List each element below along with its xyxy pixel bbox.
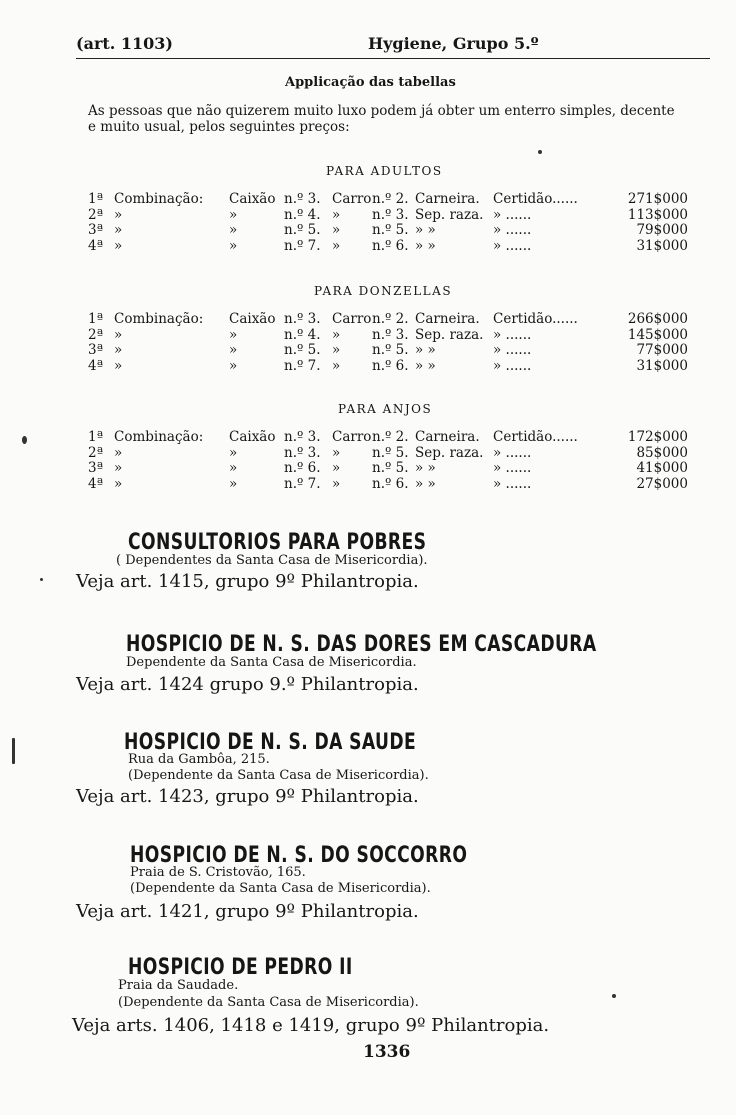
entry-line: (Dependente da Santa Casa de Misericordia). (128, 768, 429, 783)
cell: » (332, 222, 341, 238)
entry-line: (Dependente da Santa Casa de Misericordia). (130, 881, 431, 896)
cell: » (114, 326, 123, 343)
price-cell: 113$000 (627, 206, 688, 223)
entry-title: HOSPICIO DE N. S. DAS DORES EM CASCADURA (126, 632, 597, 657)
cell: » (229, 460, 238, 476)
price-cell: 85$000 (636, 444, 688, 461)
entry-line: Dependente da Santa Casa de Misericordia. (126, 655, 417, 670)
cell: Carro (332, 429, 372, 445)
table-row (88, 359, 688, 375)
cell: n.º 5. (284, 222, 321, 238)
cell: Sep. raza. (415, 326, 484, 343)
row-label: 4ª (88, 475, 104, 492)
price-cell: 77$000 (636, 342, 688, 358)
entry-line: Praia da Saudade. (118, 978, 239, 993)
cell: Certidão...... (493, 429, 578, 445)
cell: » (114, 342, 123, 358)
entry-reference: Veja art. 1415, grupo 9º Philantropia. (76, 571, 419, 592)
row-label: 1ª (88, 429, 104, 445)
table-row (88, 430, 688, 446)
cell: » (332, 357, 341, 374)
row-label: 4ª (88, 237, 104, 254)
cell: Sep. raza. (415, 206, 484, 223)
running-header-left: (art. 1103) (76, 34, 173, 53)
cell: Carro (332, 191, 372, 207)
price-cell: 27$000 (636, 475, 688, 492)
entry-title: HOSPICIO DE PEDRO II (128, 955, 353, 980)
price-table-anjos (88, 430, 688, 492)
cell: n.º 2. (372, 191, 409, 207)
cell: Caixão (229, 191, 276, 207)
cell: Sep. raza. (415, 444, 484, 461)
cell: Carneira. (415, 311, 480, 327)
cell: n.º 3. (284, 429, 321, 445)
cell: » (114, 475, 123, 492)
row-label: 1ª (88, 191, 104, 207)
entry-line: (Dependente da Santa Casa de Misericordia). (118, 995, 419, 1010)
cell: » (332, 342, 341, 358)
cell: » ...... (493, 444, 532, 461)
cell: Carneira. (415, 429, 480, 445)
row-label: 3ª (88, 342, 104, 358)
intro-line-2: e muito usual, pelos seguintes preços: (88, 119, 350, 135)
cell: n.º 6. (284, 460, 321, 476)
entry-title: CONSULTORIOS PARA POBRES (128, 530, 427, 555)
cell: » (332, 326, 341, 343)
cell: Caixão (229, 429, 276, 445)
entry-title: HOSPICIO DE N. S. DO SOCCORRO (130, 843, 468, 868)
cell: » (114, 222, 123, 238)
cell: » (229, 357, 238, 374)
page-number: 1336 (363, 1042, 411, 1062)
table-caption: PARA ANJOS (338, 402, 433, 416)
cell: n.º 2. (372, 311, 409, 327)
table-row (88, 343, 688, 359)
cell: » » (415, 460, 436, 476)
cell: » ...... (493, 460, 532, 476)
cell: » (332, 237, 341, 254)
cell: n.º 6. (372, 357, 409, 374)
cell: n.º 3. (372, 206, 409, 223)
table-row (88, 192, 688, 208)
table-row (88, 477, 688, 493)
cell: » » (415, 475, 436, 492)
scan-speck (612, 994, 616, 998)
cell: » ...... (493, 475, 532, 492)
table-row (88, 223, 688, 239)
cell: » (114, 357, 123, 374)
price-cell: 79$000 (636, 222, 688, 238)
table-caption: PARA DONZELLAS (314, 284, 453, 298)
price-cell: 31$000 (636, 237, 688, 254)
cell: » ...... (493, 326, 532, 343)
row-label: 2ª (88, 444, 104, 461)
row-label: 3ª (88, 222, 104, 238)
section-title: Applicação das tabellas (285, 75, 456, 90)
row-label: 2ª (88, 326, 104, 343)
intro-line-1: As pessoas que não quizerem muito luxo podem já obter um enterro simples, decente (88, 103, 675, 119)
table-row (88, 461, 688, 477)
cell: Carro (332, 311, 372, 327)
cell: n.º 5. (372, 222, 409, 238)
cell: » ...... (493, 342, 532, 358)
entry-reference: Veja arts. 1406, 1418 e 1419, grupo 9º Philantropia. (72, 1015, 550, 1036)
cell: » ...... (493, 237, 532, 254)
cell: Carneira. (415, 191, 480, 207)
table-row (88, 328, 688, 344)
cell: n.º 4. (284, 206, 321, 223)
cell: Combinação: (114, 429, 204, 445)
entry-reference: Veja art. 1423, grupo 9º Philantropia. (76, 786, 419, 807)
cell: n.º 5. (372, 444, 409, 461)
price-cell: 266$000 (627, 311, 688, 327)
row-label: 4ª (88, 357, 104, 374)
cell: » (114, 237, 123, 254)
cell: » (229, 237, 238, 254)
cell: n.º 5. (372, 460, 409, 476)
cell: » ...... (493, 206, 532, 223)
entry-line: Praia de S. Cristovão, 165. (130, 865, 306, 880)
cell: n.º 4. (284, 326, 321, 343)
table-row (88, 208, 688, 224)
cell: n.º 7. (284, 237, 321, 254)
scan-speck (538, 150, 542, 154)
cell: » (114, 206, 123, 223)
entry-line: ( Dependentes da Santa Casa de Misericordia). (116, 553, 428, 568)
cell: » (114, 444, 123, 461)
scan-speck (22, 436, 27, 444)
table-row (88, 239, 688, 255)
cell: » (229, 326, 238, 343)
cell: n.º 2. (372, 429, 409, 445)
table-row (88, 446, 688, 462)
cell: » » (415, 222, 436, 238)
table-caption: PARA ADULTOS (326, 164, 443, 178)
cell: Caixão (229, 311, 276, 327)
cell: » » (415, 342, 436, 358)
running-header-right: Hygiene, Grupo 5.º (368, 34, 539, 53)
cell: Certidão...... (493, 311, 578, 327)
entry-title: HOSPICIO DE N. S. DA SAUDE (124, 730, 417, 755)
cell: n.º 3. (284, 311, 321, 327)
cell: n.º 6. (372, 475, 409, 492)
entry-line: Rua da Gambôa, 215. (128, 752, 270, 767)
row-label: 1ª (88, 311, 104, 327)
cell: n.º 6. (372, 237, 409, 254)
cell: » (229, 342, 238, 358)
price-cell: 172$000 (627, 429, 688, 445)
cell: » (114, 460, 123, 476)
cell: » (332, 206, 341, 223)
cell: n.º 3. (372, 326, 409, 343)
cell: Certidão...... (493, 191, 578, 207)
cell: n.º 3. (284, 191, 321, 207)
price-cell: 31$000 (636, 357, 688, 374)
cell: n.º 5. (284, 342, 321, 358)
cell: n.º 7. (284, 357, 321, 374)
price-cell: 271$000 (627, 191, 688, 207)
entry-reference: Veja art. 1424 grupo 9.º Philantropia. (76, 674, 419, 695)
scan-speck (12, 738, 15, 764)
cell: » ...... (493, 222, 532, 238)
cell: » (229, 475, 238, 492)
row-label: 3ª (88, 460, 104, 476)
cell: Combinação: (114, 311, 204, 327)
cell: » (332, 475, 341, 492)
cell: n.º 5. (372, 342, 409, 358)
cell: » (332, 460, 341, 476)
cell: » (229, 444, 238, 461)
price-cell: 41$000 (636, 460, 688, 476)
cell: » (332, 444, 341, 461)
table-row (88, 312, 688, 328)
cell: Combinação: (114, 191, 204, 207)
cell: » (229, 206, 238, 223)
cell: » ...... (493, 357, 532, 374)
cell: n.º 3. (284, 444, 321, 461)
price-cell: 145$000 (627, 326, 688, 343)
header-rule (76, 58, 710, 59)
price-table-adults (88, 192, 688, 254)
cell: n.º 7. (284, 475, 321, 492)
cell: » » (415, 237, 436, 254)
cell: » (229, 222, 238, 238)
cell: » » (415, 357, 436, 374)
entry-reference: Veja art. 1421, grupo 9º Philantropia. (76, 901, 419, 922)
scan-speck (40, 578, 43, 581)
row-label: 2ª (88, 206, 104, 223)
price-table-donzellas (88, 312, 688, 374)
